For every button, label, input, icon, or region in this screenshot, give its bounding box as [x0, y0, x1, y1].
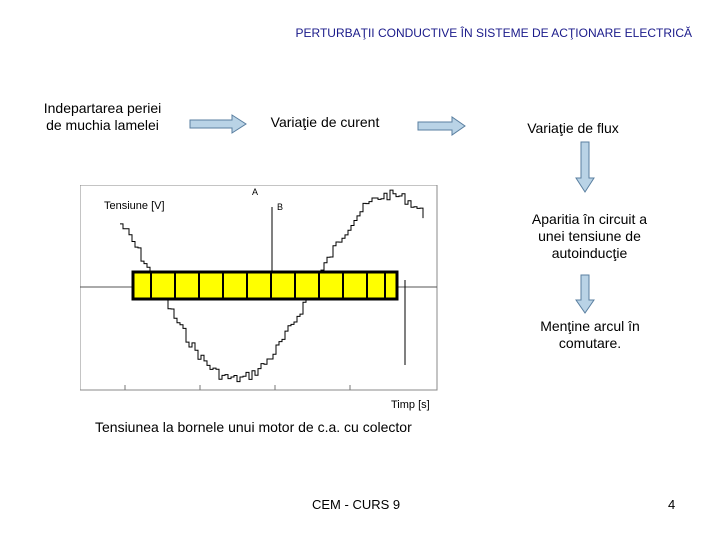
marker-b: B — [277, 202, 284, 212]
step-flux-variation: Variaţie de flux — [527, 120, 619, 136]
chart-y-label: Tensiune [V] — [104, 200, 165, 212]
slide-header: PERTURBAŢII CONDUCTIVE ÎN SISTEME DE ACŢIONARE ELECTRICĂ — [295, 26, 692, 40]
chart-x-label: Timp [s] — [391, 399, 430, 411]
step-self-induction-line1: Aparitia în circuit a — [531, 211, 648, 227]
step-self-induction-line2: unei tensiune de — [538, 228, 641, 244]
step-brush-separation-line2: de muchia lamelei — [46, 117, 159, 133]
arrow-right-1 — [190, 115, 246, 133]
footer-course: CEM - CURS 9 — [312, 497, 401, 512]
step-arc-maintained-line2: comutare. — [558, 335, 622, 351]
step-arc-maintained-line1: Menţine arcul în — [540, 318, 640, 334]
step-self-induction-line3: autoinducţie — [551, 245, 628, 261]
page-number: 4 — [668, 497, 676, 512]
arrow-down-1 — [576, 142, 594, 192]
step-brush-separation-line1: Indepartarea periei — [43, 100, 162, 116]
arrow-down-2 — [576, 275, 594, 313]
commutation-highlight — [133, 272, 397, 299]
arrow-right-2 — [418, 117, 465, 135]
marker-a: A — [252, 187, 259, 197]
step-current-variation: Variaţie de curent — [270, 114, 380, 130]
voltage-chart — [80, 185, 445, 415]
figure-caption: Tensiunea la bornele unui motor de c.a. cu colector — [95, 419, 412, 435]
